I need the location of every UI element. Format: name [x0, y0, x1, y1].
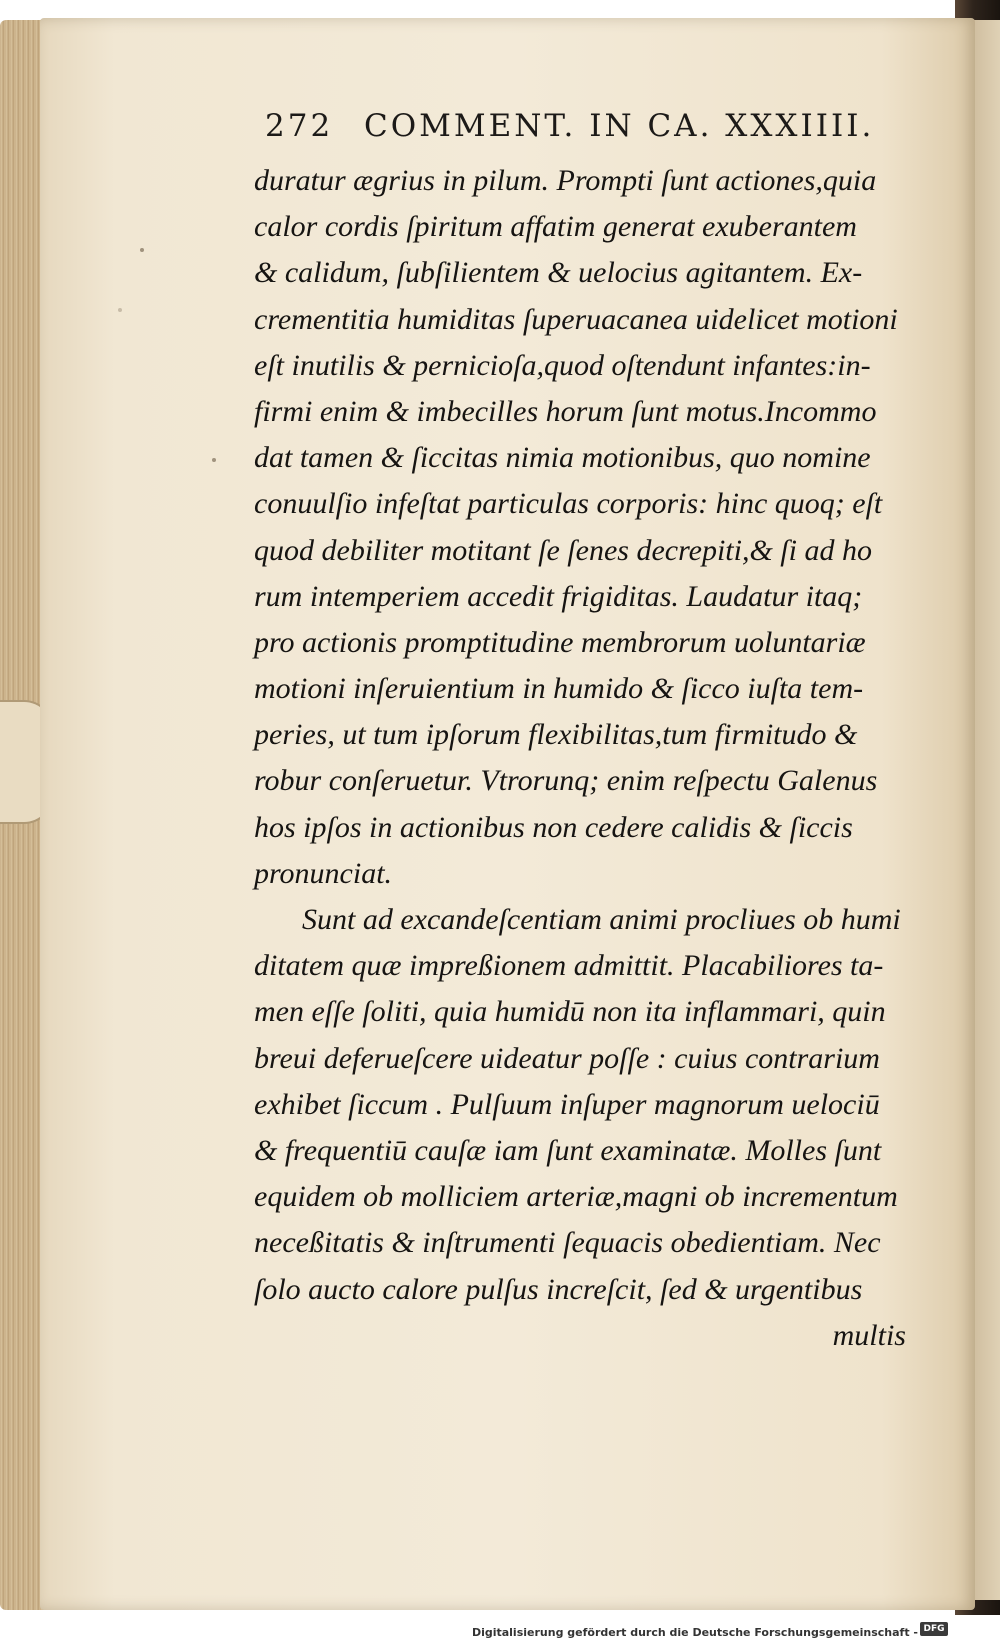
text-line: equidem ob molliciem arteriæ,magni ob incrementum — [254, 1180, 898, 1214]
text-line: hos ipſos in actionibus non cedere calidis & ſiccis — [254, 810, 853, 844]
body-text — [254, 158, 914, 1359]
text-line: ſolo aucto calore pulſus increſcit, ſed & urgentibus — [254, 1272, 863, 1306]
paper-speck — [212, 458, 216, 462]
running-title: COMMENT. IN CA. XXXIIII. — [364, 108, 875, 144]
catchword: multis — [832, 1318, 906, 1352]
text-line: conuulſio infeſtat particulas corporis: hinc quoq; eſt — [254, 487, 883, 521]
text-line: calor cordis ſpiritum affatim generat exuberantem — [254, 210, 857, 244]
text-line: firmi enim & imbecilles horum ſunt motus.Incommo — [254, 394, 877, 428]
text-line: rum intemperiem accedit frigiditas. Laudatur itaq; — [254, 579, 863, 613]
text-line: men eſſe ſoliti, quia humidū non ita inflammari, quin — [254, 995, 886, 1029]
text-line: quod debiliter motitant ſe ſenes decrepiti,& ſi ad ho — [254, 533, 872, 567]
text-line: motioni inſeruientium in humido & ſicco iuſta tem- — [254, 672, 864, 706]
paper-speck — [140, 248, 144, 252]
text-line: eſt inutilis & pernicioſa,quod oſtendunt infantes:in- — [254, 348, 871, 382]
text-line: peries, ut tum ipſorum flexibilitas,tum firmitudo & — [254, 718, 858, 752]
text-line: exhibet ſiccum . Pulſuum inſuper magnorum uelociū — [254, 1087, 880, 1121]
dfg-logo: DFG — [920, 1622, 948, 1636]
text-line: duratur ægrius in pilum. Prompti ſunt actiones,quia — [254, 164, 877, 197]
text-line: pronunciat. — [254, 856, 393, 890]
page-number: 272 — [265, 108, 334, 144]
text-line: & calidum, ſubſilientem & uelocius agitantem. Ex- — [254, 256, 863, 290]
text-line: pro actionis promptitudine membrorum uoluntariæ — [254, 625, 866, 659]
paper-speck — [118, 308, 122, 312]
running-header — [265, 108, 945, 148]
text-line: dat tamen & ſiccitas nimia motionibus, quo nomine — [254, 441, 871, 475]
text-line: ditatem quæ impreßionem admittit. Placabiliores ta- — [254, 949, 884, 983]
text-line: breui deferueſcere uideatur poſſe : cuius contrarium — [254, 1041, 880, 1075]
text-line: & frequentiū cauſæ iam ſunt examinatæ. Molles ſunt — [254, 1133, 882, 1167]
text-line: Sunt ad excandeſcentiam animi procliues ob humi — [302, 903, 901, 936]
text-line: crementitia humiditas ſuperuacanea uidelicet motioni — [254, 302, 898, 336]
text-line: neceßitatis & inſtrumenti ſequacis obedientiam. Nec — [254, 1226, 881, 1260]
text-line: robur conſeruetur. Vtrorunq; enim reſpectu Galenus — [254, 764, 878, 798]
digitization-note: Digitalisierung gefördert durch die Deutsche Forschungsgemeinschaft - — [471, 1626, 918, 1639]
